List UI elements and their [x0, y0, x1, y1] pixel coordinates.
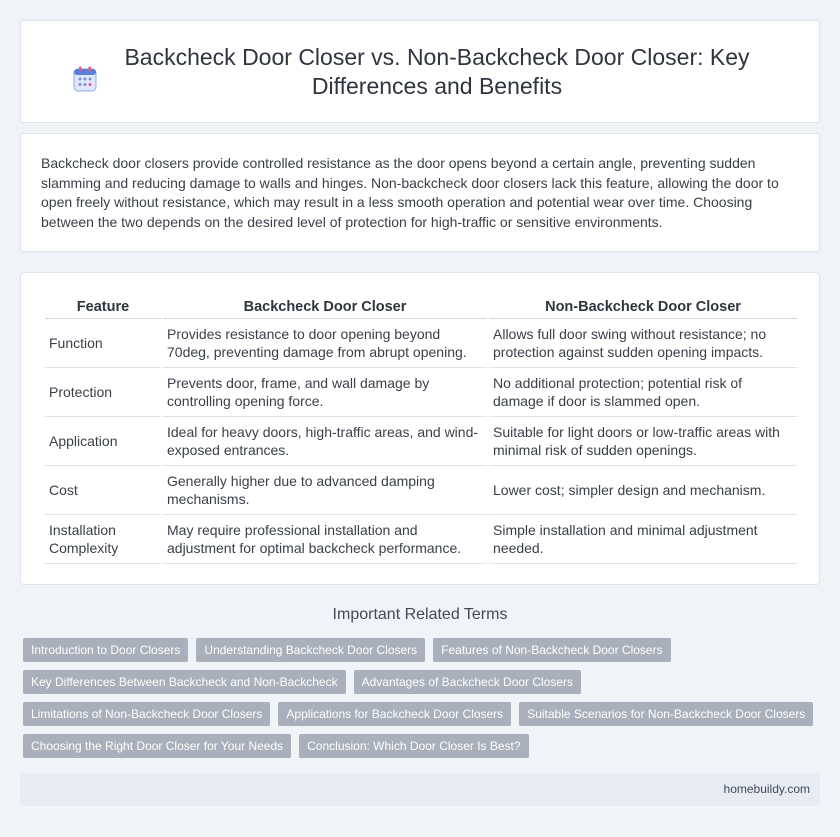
calendar-icon — [73, 66, 97, 92]
non-backcheck-cell: Allows full door swing without resistance; no protection against sudden opening impacts. — [489, 319, 797, 368]
table-row — [45, 319, 797, 368]
backcheck-cell: Ideal for heavy doors, high-traffic areas, and wind-exposed entrances. — [163, 417, 487, 466]
related-term-tag[interactable]: Introduction to Door Closers — [23, 638, 188, 662]
related-term-tag[interactable]: Features of Non-Backcheck Door Closers — [433, 638, 670, 662]
feature-cell: Protection — [45, 368, 161, 417]
table-row — [45, 515, 797, 564]
page-title: Backcheck Door Closer vs. Non-Backcheck Door Closer: Key Differences and Benefits — [124, 43, 750, 99]
title-card — [20, 20, 820, 123]
related-term-tag[interactable]: Key Differences Between Backcheck and Non-Backcheck — [23, 670, 346, 694]
related-term-tag[interactable]: Advantages of Backcheck Door Closers — [354, 670, 581, 694]
table-header-row — [45, 293, 797, 319]
header-non-backcheck: Non-Backcheck Door Closer — [489, 293, 797, 319]
non-backcheck-cell: Suitable for light doors or low-traffic areas with minimal risk of sudden openings. — [489, 417, 797, 466]
related-terms-title: Important Related Terms — [332, 606, 508, 623]
related-term-tag[interactable]: Applications for Backcheck Door Closers — [278, 702, 511, 726]
table-row — [45, 417, 797, 466]
comparison-table — [43, 293, 799, 564]
feature-cell: Function — [45, 319, 161, 368]
footer — [20, 773, 820, 806]
backcheck-cell: Prevents door, frame, and wall damage by controlling opening force. — [163, 368, 487, 417]
feature-cell: Installation Complexity — [45, 515, 161, 564]
header-feature: Feature — [45, 293, 161, 319]
non-backcheck-cell: No additional protection; potential risk of damage if door is slammed open. — [489, 368, 797, 417]
table-row — [45, 466, 797, 515]
non-backcheck-cell: Lower cost; simpler design and mechanism. — [489, 466, 797, 515]
header-backcheck: Backcheck Door Closer — [163, 293, 487, 319]
backcheck-cell: Generally higher due to advanced damping mechanisms. — [163, 466, 487, 515]
footer-site-link[interactable]: homebuildy.com — [723, 782, 810, 796]
related-terms-list — [23, 638, 823, 766]
related-term-tag[interactable]: Conclusion: Which Door Closer Is Best? — [299, 734, 528, 758]
related-term-tag[interactable]: Understanding Backcheck Door Closers — [196, 638, 425, 662]
related-term-tag[interactable]: Suitable Scenarios for Non-Backcheck Door Closers — [519, 702, 813, 726]
feature-cell: Application — [45, 417, 161, 466]
table-row — [45, 368, 797, 417]
comparison-table-card — [20, 272, 820, 585]
related-term-tag[interactable]: Limitations of Non-Backcheck Door Closers — [23, 702, 270, 726]
title-wrap — [70, 43, 770, 101]
intro-paragraph: Backcheck door closers provide controlled resistance as the door opens beyond a certain angle, preventing sudden slamming and reducing damage to walls and hinges. Non-backcheck door closers lack this feature, allowing the door to open freely without resistance, which may result in a less smooth operation and potential wear over time. Choosing between the two depends on the desired level of protection for high-traffic or sensitive environments. — [41, 155, 779, 230]
intro-card — [20, 133, 820, 252]
feature-cell: Cost — [45, 466, 161, 515]
non-backcheck-cell: Simple installation and minimal adjustment needed. — [489, 515, 797, 564]
backcheck-cell: Provides resistance to door opening beyond 70deg, preventing damage from abrupt opening. — [163, 319, 487, 368]
related-term-tag[interactable]: Choosing the Right Door Closer for Your Needs — [23, 734, 291, 758]
backcheck-cell: May require professional installation and adjustment for optimal backcheck performance. — [163, 515, 487, 564]
